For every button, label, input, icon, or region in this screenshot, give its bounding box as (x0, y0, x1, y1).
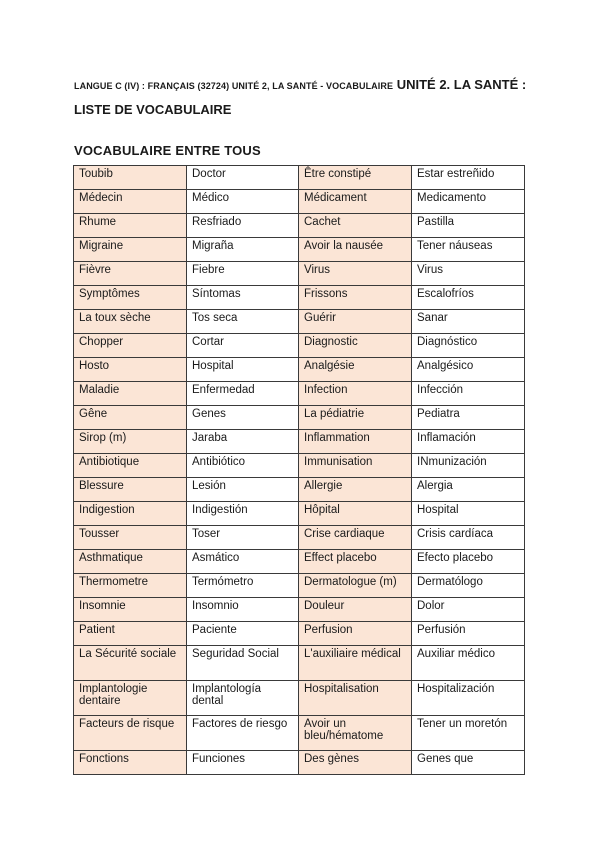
french-term-cell: Virus (299, 262, 412, 286)
table-row (74, 681, 525, 716)
table-row (74, 334, 525, 358)
french-term-cell: Implantologie dentaire (74, 681, 187, 716)
spanish-translation-cell: Seguridad Social (187, 646, 299, 681)
french-term-cell: Cachet (299, 214, 412, 238)
french-term-cell: Infection (299, 382, 412, 406)
spanish-translation-cell: Sanar (412, 310, 525, 334)
spanish-translation-cell: Crisis cardíaca (412, 526, 525, 550)
french-term-cell: Médicament (299, 190, 412, 214)
french-term-cell: Être constipé (299, 166, 412, 190)
spanish-translation-cell: Hospital (412, 502, 525, 526)
table-row (74, 358, 525, 382)
french-term-cell: Avoir un bleu/hématome (299, 716, 412, 751)
spanish-translation-cell: Médico (187, 190, 299, 214)
french-term-cell: Perfusion (299, 622, 412, 646)
french-term-cell: La toux sèche (74, 310, 187, 334)
french-term-cell: Blessure (74, 478, 187, 502)
french-term-cell: Insomnie (74, 598, 187, 622)
spanish-translation-cell: Jaraba (187, 430, 299, 454)
header-unit-title: UNITÉ 2. LA SANTÉ : LISTE DE VOCABULAIRE (74, 77, 527, 117)
table-row (74, 406, 525, 430)
french-term-cell: Antibiotique (74, 454, 187, 478)
spanish-translation-cell: Hospital (187, 358, 299, 382)
french-term-cell: L'auxiliaire médical (299, 646, 412, 681)
section-title: VOCABULAIRE ENTRE TOUS (74, 143, 261, 158)
french-term-cell: Thermometre (74, 574, 187, 598)
spanish-translation-cell: Asmático (187, 550, 299, 574)
french-term-cell: Patient (74, 622, 187, 646)
table-row (74, 646, 525, 681)
spanish-translation-cell: Enfermedad (187, 382, 299, 406)
table-row (74, 716, 525, 751)
spanish-translation-cell: Tener un moretón (412, 716, 525, 751)
document-header (74, 73, 544, 122)
french-term-cell: Maladie (74, 382, 187, 406)
spanish-translation-cell: Perfusión (412, 622, 525, 646)
spanish-translation-cell: Diagnóstico (412, 334, 525, 358)
spanish-translation-cell: Pediatra (412, 406, 525, 430)
table-row (74, 310, 525, 334)
spanish-translation-cell: Dermatólogo (412, 574, 525, 598)
table-row (74, 190, 525, 214)
spanish-translation-cell: INmunización (412, 454, 525, 478)
spanish-translation-cell: Dolor (412, 598, 525, 622)
spanish-translation-cell: Cortar (187, 334, 299, 358)
french-term-cell: Médecin (74, 190, 187, 214)
spanish-translation-cell: Efecto placebo (412, 550, 525, 574)
spanish-translation-cell: Genes (187, 406, 299, 430)
spanish-translation-cell: Termómetro (187, 574, 299, 598)
spanish-translation-cell: Lesión (187, 478, 299, 502)
french-term-cell: Hospitalisation (299, 681, 412, 716)
spanish-translation-cell: Doctor (187, 166, 299, 190)
spanish-translation-cell: Estar estreñido (412, 166, 525, 190)
spanish-translation-cell: Funciones (187, 751, 299, 775)
table-row (74, 550, 525, 574)
table-row (74, 502, 525, 526)
table-row (74, 751, 525, 775)
table-row (74, 262, 525, 286)
header-course-label: LANGUE C (IV) : FRANÇAIS (32724) UNITÉ 2, LA SANTÉ - VOCABULAIRE (74, 81, 394, 91)
french-term-cell: Inflammation (299, 430, 412, 454)
table-row (74, 238, 525, 262)
vocabulary-table-body (74, 166, 525, 775)
french-term-cell: Frissons (299, 286, 412, 310)
french-term-cell: Fonctions (74, 751, 187, 775)
spanish-translation-cell: Tos seca (187, 310, 299, 334)
spanish-translation-cell: Migraña (187, 238, 299, 262)
french-term-cell: Fièvre (74, 262, 187, 286)
spanish-translation-cell: Analgésico (412, 358, 525, 382)
spanish-translation-cell: Indigestión (187, 502, 299, 526)
table-row (74, 526, 525, 550)
french-term-cell: Symptômes (74, 286, 187, 310)
spanish-translation-cell: Paciente (187, 622, 299, 646)
spanish-translation-cell: Virus (412, 262, 525, 286)
french-term-cell: La Sécurité sociale (74, 646, 187, 681)
vocabulary-table (73, 165, 525, 775)
spanish-translation-cell: Insomnio (187, 598, 299, 622)
table-row (74, 622, 525, 646)
spanish-translation-cell: Hospitalización (412, 681, 525, 716)
french-term-cell: Diagnostic (299, 334, 412, 358)
french-term-cell: Migraine (74, 238, 187, 262)
french-term-cell: Effect placebo (299, 550, 412, 574)
spanish-translation-cell: Toser (187, 526, 299, 550)
table-row (74, 478, 525, 502)
spanish-translation-cell: Pastilla (412, 214, 525, 238)
spanish-translation-cell: Inflamación (412, 430, 525, 454)
spanish-translation-cell: Antibiótico (187, 454, 299, 478)
spanish-translation-cell: Factores de riesgo (187, 716, 299, 751)
french-term-cell: Analgésie (299, 358, 412, 382)
table-row (74, 454, 525, 478)
table-row (74, 430, 525, 454)
french-term-cell: Facteurs de risque (74, 716, 187, 751)
spanish-translation-cell: Fiebre (187, 262, 299, 286)
french-term-cell: Indigestion (74, 502, 187, 526)
french-term-cell: Chopper (74, 334, 187, 358)
spanish-translation-cell: Genes que (412, 751, 525, 775)
table-row (74, 598, 525, 622)
spanish-translation-cell: Auxiliar médico (412, 646, 525, 681)
french-term-cell: Avoir la nausée (299, 238, 412, 262)
table-row (74, 382, 525, 406)
french-term-cell: Rhume (74, 214, 187, 238)
french-term-cell: Allergie (299, 478, 412, 502)
spanish-translation-cell: Infección (412, 382, 525, 406)
french-term-cell: Gêne (74, 406, 187, 430)
spanish-translation-cell: Tener náuseas (412, 238, 525, 262)
french-term-cell: Des gènes (299, 751, 412, 775)
french-term-cell: Immunisation (299, 454, 412, 478)
french-term-cell: Sirop (m) (74, 430, 187, 454)
spanish-translation-cell: Alergia (412, 478, 525, 502)
french-term-cell: Dermatologue (m) (299, 574, 412, 598)
table-row (74, 286, 525, 310)
french-term-cell: Hosto (74, 358, 187, 382)
french-term-cell: Tousser (74, 526, 187, 550)
french-term-cell: Hôpital (299, 502, 412, 526)
spanish-translation-cell: Síntomas (187, 286, 299, 310)
spanish-translation-cell: Medicamento (412, 190, 525, 214)
table-row (74, 574, 525, 598)
table-row (74, 166, 525, 190)
spanish-translation-cell: Resfriado (187, 214, 299, 238)
french-term-cell: La pédiatrie (299, 406, 412, 430)
spanish-translation-cell: Escalofríos (412, 286, 525, 310)
table-row (74, 214, 525, 238)
french-term-cell: Toubib (74, 166, 187, 190)
french-term-cell: Guérir (299, 310, 412, 334)
spanish-translation-cell: Implantología dental (187, 681, 299, 716)
french-term-cell: Crise cardiaque (299, 526, 412, 550)
french-term-cell: Asthmatique (74, 550, 187, 574)
french-term-cell: Douleur (299, 598, 412, 622)
